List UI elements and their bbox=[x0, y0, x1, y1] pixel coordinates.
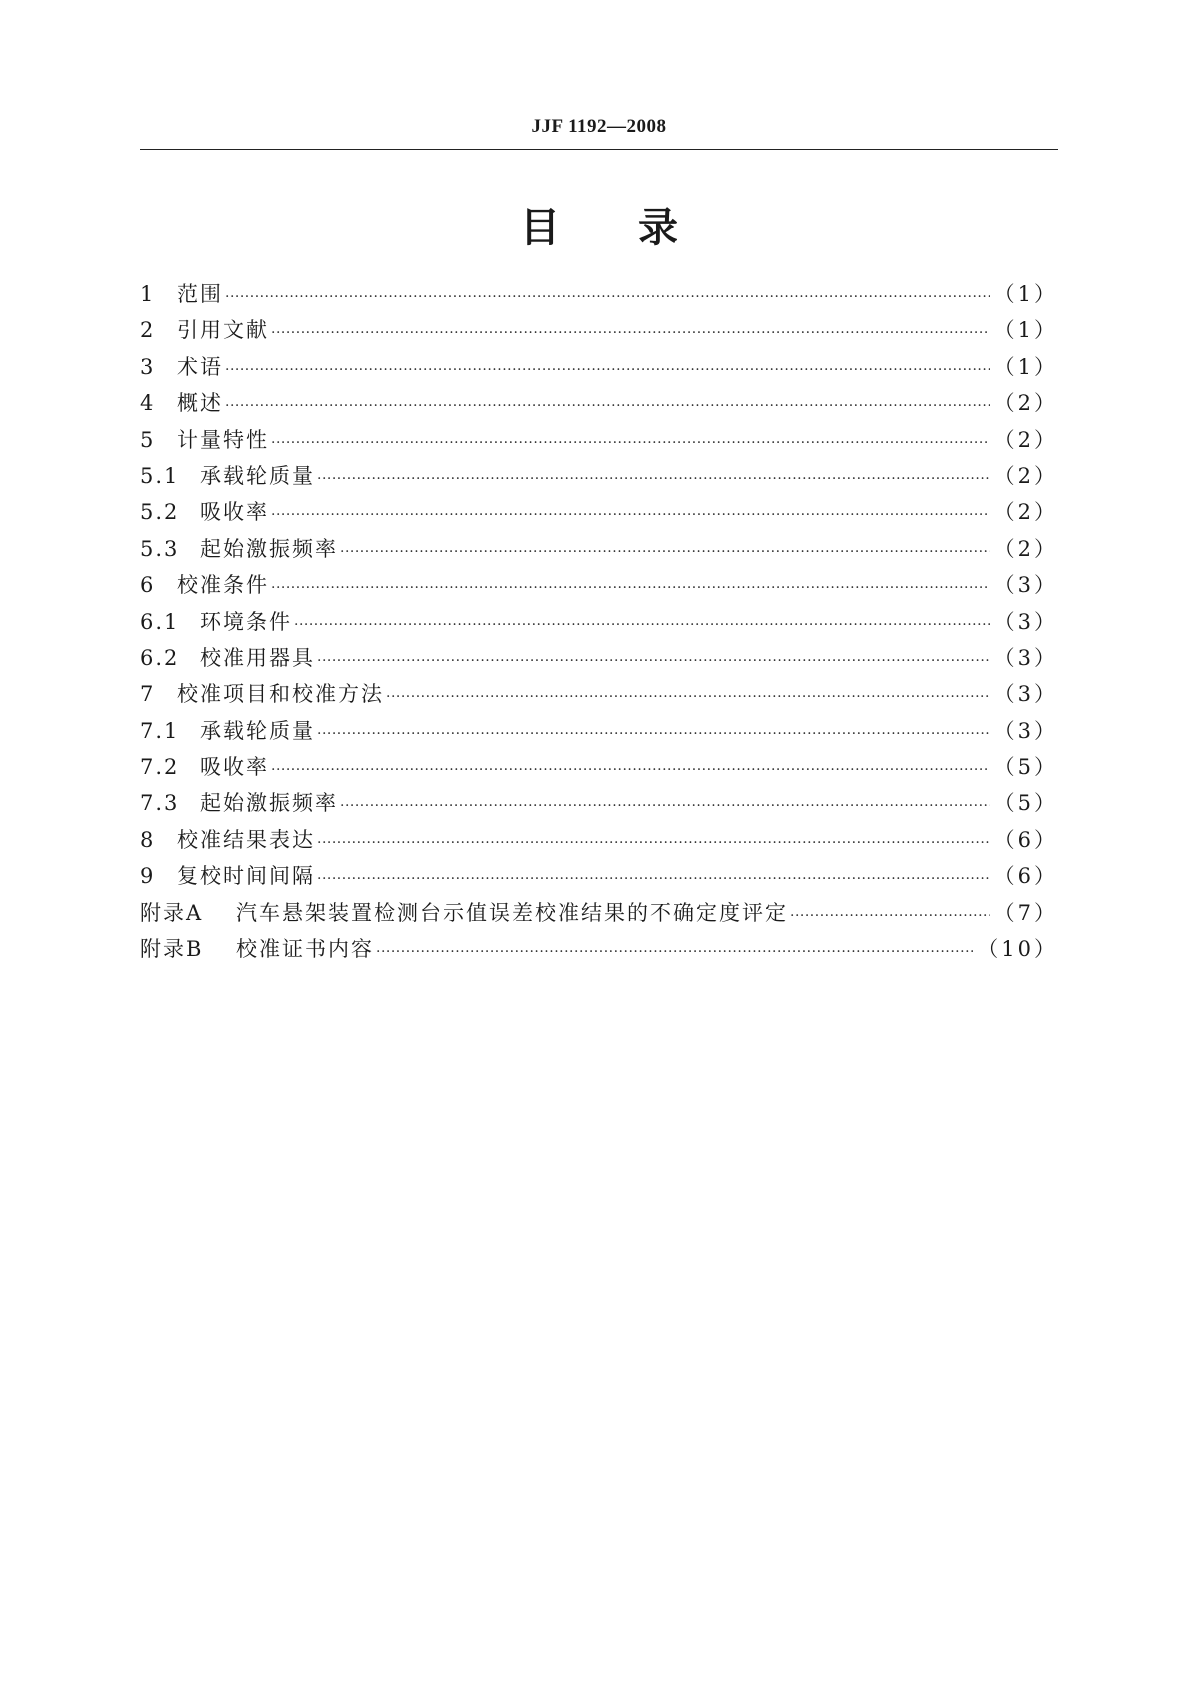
toc-entry-page: （2） bbox=[993, 427, 1058, 452]
toc-entry-page: （3） bbox=[993, 682, 1058, 707]
toc-entry-number: 6 bbox=[140, 573, 156, 598]
toc-entry[interactable] bbox=[140, 860, 1058, 896]
toc-entry-page: （3） bbox=[993, 645, 1058, 670]
toc-entry-label: 吸收率 bbox=[200, 755, 269, 780]
toc-entry[interactable] bbox=[140, 314, 1058, 350]
toc-entry-label: 吸收率 bbox=[200, 500, 269, 525]
toc-entry[interactable] bbox=[140, 533, 1058, 569]
toc-entry-label: 概述 bbox=[177, 391, 223, 416]
toc-leader-dots bbox=[386, 689, 990, 705]
toc-entry-label: 引用文献 bbox=[177, 318, 269, 343]
toc-entry-number: 6.2 bbox=[140, 645, 180, 670]
toc-entry-number: 5 bbox=[140, 427, 156, 452]
toc-leader-dots bbox=[317, 871, 990, 887]
toc-entry[interactable] bbox=[140, 387, 1058, 423]
toc-entry-label: 校准用器具 bbox=[200, 645, 315, 670]
toc-leader-dots bbox=[271, 762, 990, 778]
toc-entry-number: 5.1 bbox=[140, 463, 180, 488]
toc-entry-number: 7.1 bbox=[140, 718, 180, 743]
toc-entry-number: 7.2 bbox=[140, 755, 180, 780]
toc-entry-number: 5.2 bbox=[140, 500, 180, 525]
toc-entry-number: 附录B bbox=[140, 937, 204, 962]
toc-leader-dots bbox=[271, 435, 990, 451]
toc-entry-label: 复校时间间隔 bbox=[177, 864, 315, 889]
toc-entry[interactable] bbox=[140, 824, 1058, 860]
toc-entry[interactable] bbox=[140, 751, 1058, 787]
toc-entry-label: 承载轮质量 bbox=[200, 463, 315, 488]
toc-entry-number: 4 bbox=[140, 391, 156, 416]
toc-entry[interactable] bbox=[140, 496, 1058, 532]
toc-entry-page: （7） bbox=[993, 900, 1058, 925]
toc-entry-label: 计量特性 bbox=[177, 427, 269, 452]
toc-entry-label: 汽车悬架装置检测台示值误差校准结果的不确定度评定 bbox=[236, 900, 788, 925]
toc-entry-page: （1） bbox=[993, 282, 1058, 306]
toc-entry-number: 9 bbox=[140, 864, 156, 889]
toc-entry-page: （5） bbox=[993, 791, 1058, 816]
toc-entry-label: 校准证书内容 bbox=[236, 937, 374, 962]
toc-entry[interactable] bbox=[140, 351, 1058, 387]
toc-entry[interactable] bbox=[140, 715, 1058, 751]
toc-entry-page: （5） bbox=[993, 755, 1058, 780]
toc-entry-page: （3） bbox=[993, 609, 1058, 634]
toc-entry-label: 术语 bbox=[177, 354, 223, 379]
toc-entry-number: 5.3 bbox=[140, 536, 180, 561]
toc-entry-number: 7 bbox=[140, 682, 156, 707]
toc-entry[interactable] bbox=[140, 606, 1058, 642]
toc-leader-dots bbox=[271, 580, 990, 596]
toc-entry-page: （6） bbox=[993, 864, 1058, 889]
toc-leader-dots bbox=[294, 617, 990, 633]
table-of-contents bbox=[140, 278, 1058, 969]
toc-leader-dots bbox=[225, 362, 990, 378]
toc-leader-dots bbox=[317, 653, 990, 669]
toc-leader-dots bbox=[790, 908, 990, 924]
toc-entry[interactable] bbox=[140, 642, 1058, 678]
toc-entry-page: （1） bbox=[993, 318, 1058, 343]
toc-entry-label: 环境条件 bbox=[200, 609, 292, 634]
toc-entry[interactable] bbox=[140, 787, 1058, 823]
toc-title: 目录 bbox=[520, 205, 756, 251]
toc-entry-page: （2） bbox=[993, 536, 1058, 561]
toc-entry-label: 校准结果表达 bbox=[177, 827, 315, 852]
toc-leader-dots bbox=[271, 507, 990, 523]
header-rule bbox=[140, 149, 1058, 150]
toc-leader-dots bbox=[317, 726, 990, 742]
toc-leader-dots bbox=[225, 398, 990, 414]
toc-leader-dots bbox=[225, 289, 990, 305]
toc-entry[interactable] bbox=[140, 460, 1058, 496]
toc-entry-number: 2 bbox=[140, 318, 156, 343]
toc-entry-page: （1） bbox=[993, 354, 1058, 379]
toc-entry-page: （2） bbox=[993, 463, 1058, 488]
toc-entry[interactable] bbox=[140, 424, 1058, 460]
toc-entry-page: （3） bbox=[993, 573, 1058, 598]
toc-entry-number: 1 bbox=[140, 282, 156, 306]
toc-entry[interactable] bbox=[140, 678, 1058, 714]
toc-entry-page: （6） bbox=[993, 827, 1058, 852]
toc-entry-label: 起始激振频率 bbox=[200, 791, 338, 816]
toc-leader-dots bbox=[317, 471, 990, 487]
toc-entry[interactable] bbox=[140, 569, 1058, 605]
toc-entry-page: （3） bbox=[993, 718, 1058, 743]
toc-entry-label: 起始激振频率 bbox=[200, 536, 338, 561]
toc-entry[interactable] bbox=[140, 933, 1058, 969]
toc-entry-label: 校准条件 bbox=[177, 573, 269, 598]
toc-leader-dots bbox=[376, 944, 973, 960]
toc-entry-number: 8 bbox=[140, 827, 156, 852]
toc-entry-number: 6.1 bbox=[140, 609, 180, 634]
toc-entry-page: （10） bbox=[977, 937, 1058, 962]
toc-entry-page: （2） bbox=[993, 500, 1058, 525]
toc-entry-number: 附录A bbox=[140, 900, 204, 925]
toc-entry[interactable] bbox=[140, 897, 1058, 933]
toc-entry-label: 校准项目和校准方法 bbox=[177, 682, 384, 707]
toc-leader-dots bbox=[340, 798, 990, 814]
toc-leader-dots bbox=[340, 544, 990, 560]
toc-leader-dots bbox=[317, 835, 990, 851]
toc-entry-label: 范围 bbox=[177, 282, 223, 306]
toc-entry-number: 3 bbox=[140, 354, 156, 379]
toc-entry[interactable] bbox=[140, 278, 1058, 314]
document-code: JJF 1192—2008 bbox=[531, 116, 667, 137]
toc-entry-page: （2） bbox=[993, 391, 1058, 416]
toc-entry-number: 7.3 bbox=[140, 791, 180, 816]
toc-leader-dots bbox=[271, 325, 990, 341]
toc-entry-label: 承载轮质量 bbox=[200, 718, 315, 743]
